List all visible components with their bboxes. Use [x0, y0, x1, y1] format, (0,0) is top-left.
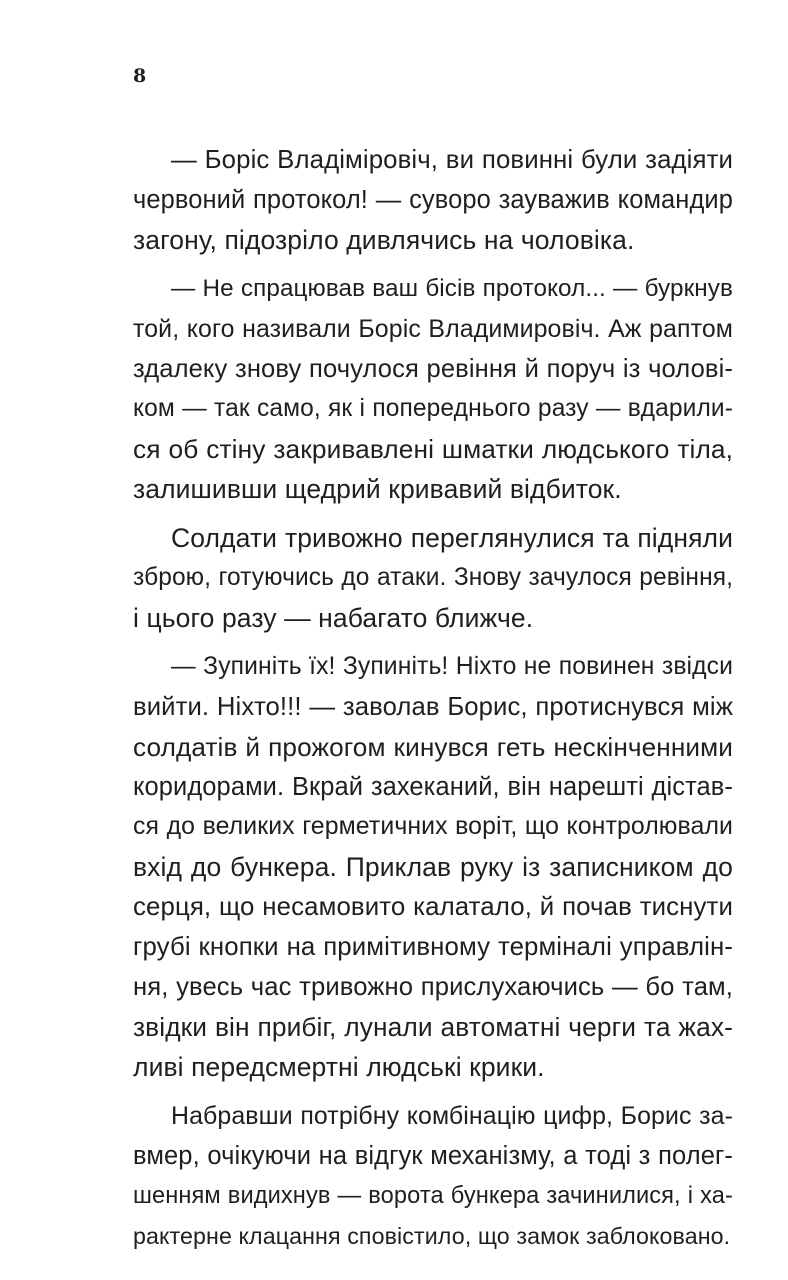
- paragraph-1: [133, 140, 733, 260]
- paragraph-2: [133, 269, 733, 509]
- text-line: серця, що несамовито калатало, й почав тиснути: [133, 893, 733, 921]
- text-line: ся об стіну закривавлені шматки людського тіла,: [133, 434, 733, 464]
- text-line: солдатів й прожогом кинувся геть нескінченними: [133, 732, 733, 762]
- text-line: Солдати тривожно переглянулися та підняли: [171, 523, 733, 553]
- text-line: — Не спрацював ваш бісів протокол... — буркнув: [171, 275, 733, 302]
- text-line: той, кого називали Боріс Владимировіч. Аж раптом: [133, 315, 733, 343]
- text-line: грубі кнопки на примітивному терміналі управлін-: [133, 933, 733, 961]
- text-line: вийти. Ніхто!!! — заволав Борис, протиснувся між: [133, 693, 733, 721]
- text-line: шенням видихнув — ворота бункера зачинилися, і ха-: [133, 1183, 733, 1209]
- text-line: рактерне клацання сповістило, що замок заблоковано.: [133, 1223, 731, 1249]
- text-line: коридорами. Вкрай захеканий, він нарешті дістав-: [133, 773, 733, 801]
- text-line: ня, увесь час тривожно прислухаючись — бо там,: [133, 973, 733, 1001]
- text-line: вмер, очікуючи на відгук механізму, а тоді з полег-: [133, 1142, 733, 1170]
- text-line: здалеку знову почулося ревіння й поруч із чолові-: [133, 355, 733, 383]
- text-line: звідки він прибіг, лунали автоматні черги та жах-: [133, 1012, 733, 1042]
- paragraph-4: [133, 647, 733, 1087]
- text-line: — Боріс Владіміровіч, ви повинні були задіяти: [171, 146, 733, 174]
- text-line: ливі передсмертні людські крики.: [133, 1052, 545, 1082]
- text-line: Набравши потрібну комбінацію цифр, Борис за-: [171, 1102, 733, 1130]
- paragraph-3: [133, 518, 733, 638]
- text-line: залишивши щедрий кривавий відбиток.: [133, 474, 622, 504]
- text-line: і цього разу — набагато ближче.: [133, 603, 534, 633]
- text-line: зброю, готуючись до атаки. Знову зачулося ревіння,: [133, 564, 733, 591]
- text-line: ся до великих герметичних воріт, що контролювали: [133, 813, 733, 840]
- body-text: [133, 140, 733, 1256]
- text-line: загону, підозріло дивлячись на чоловіка.: [133, 225, 635, 255]
- text-line: червоний протокол! — суворо зауважив командир: [133, 186, 733, 214]
- text-line: вхід до бункера. Приклав руку із записником до: [133, 852, 733, 882]
- text-line: ком — так само, як і попереднього разу — вдарили-: [133, 395, 733, 422]
- text-line: — Зупиніть їх! Зупиніть! Ніхто не повинен звідси: [171, 653, 733, 680]
- page-number: 8: [133, 65, 147, 87]
- paragraph-5: [133, 1096, 733, 1256]
